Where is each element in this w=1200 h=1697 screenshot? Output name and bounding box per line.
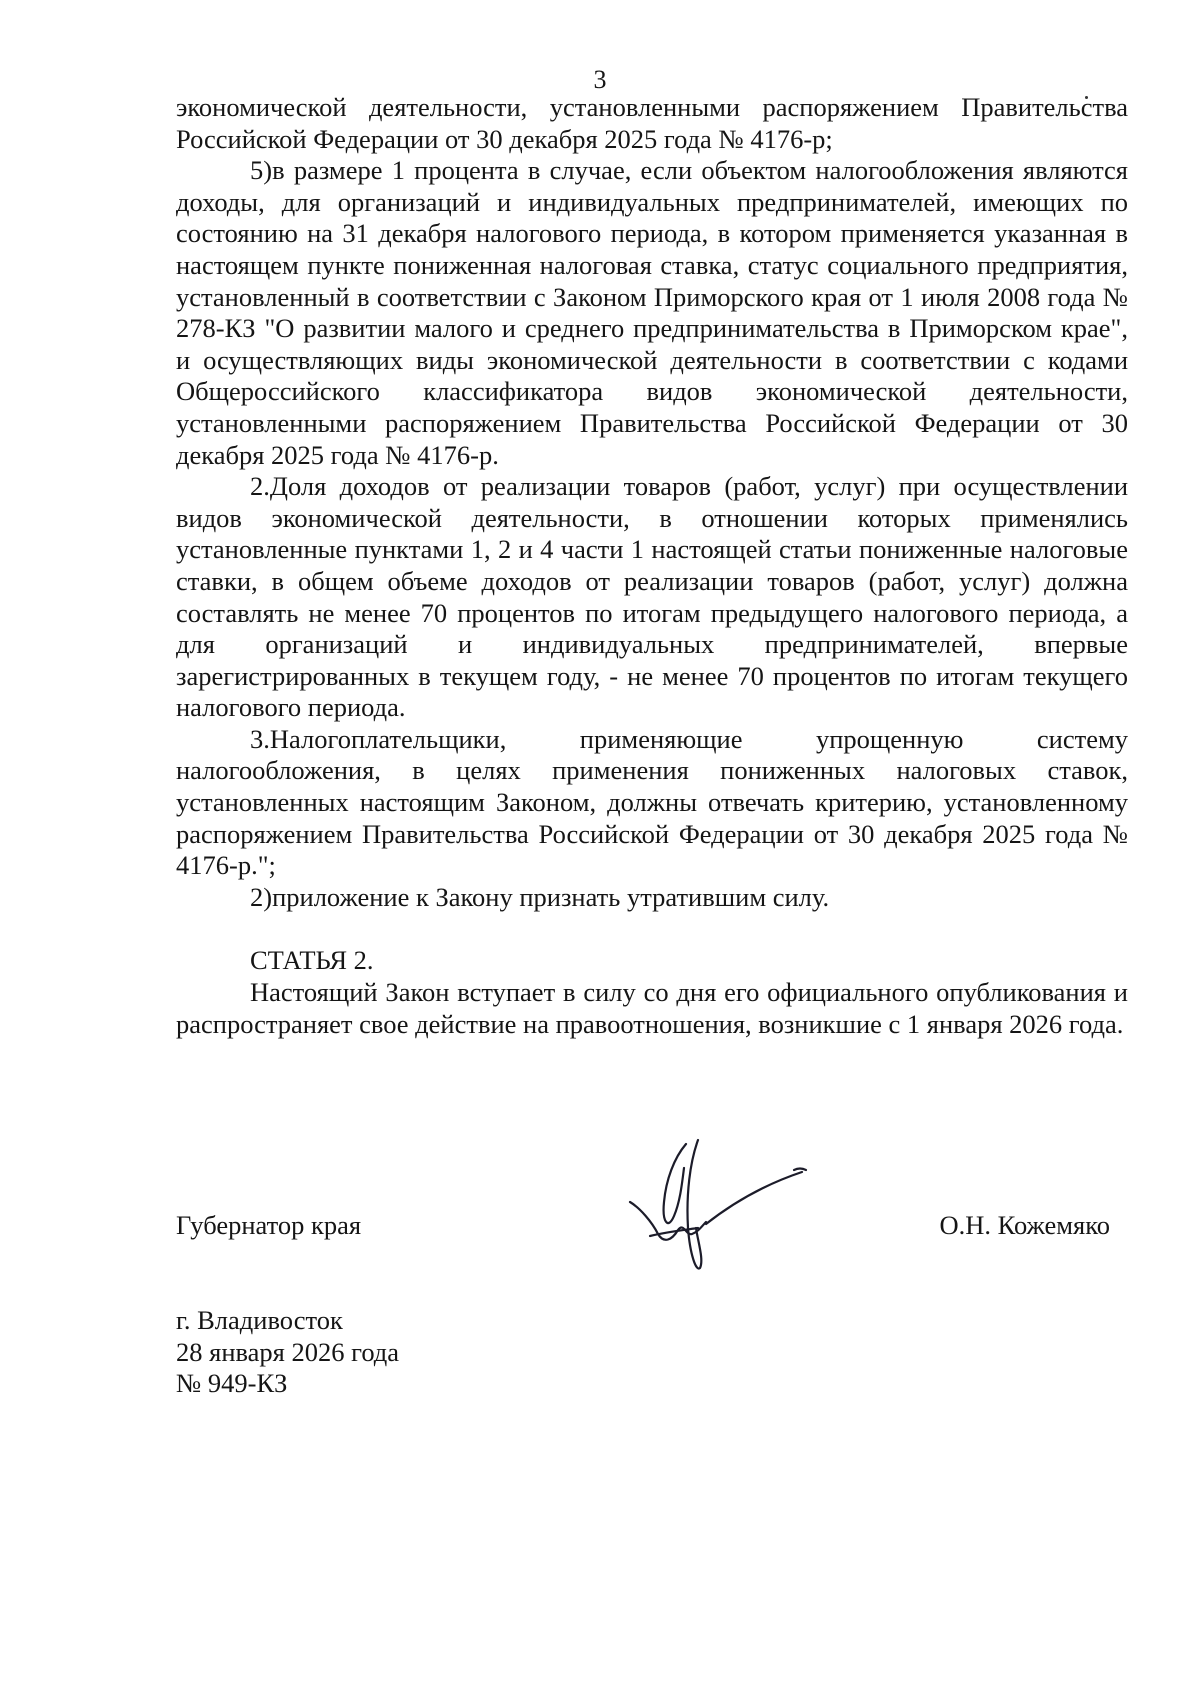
document-body [176,92,1128,1040]
paragraph-continuation: экономической деятельности, установленными распоряжением Правительства Российской Федерации от 30 декабря 2025 года № 4176-р; [176,92,1128,154]
signatory-title: Губернатор края [176,1210,362,1240]
paragraph-part-2: 2.Доля доходов от реализации товаров (работ, услуг) при осуществлении видов экономической деятельности, в отношении которых применялись установленные пунктами 1, 2 и 4 части 1 настоящей статьи пониженные налоговые ставки, в общем объеме доходов от реализации товаров (работ, услуг) должна составлять не менее 70 процентов по итогам предыдущего налогового периода, а для организаций и индивидуальных предпринимателей, впервые зарегистрированных в текущем году, - не менее 70 процентов по итогам текущего налогового периода. [176,471,1128,723]
footer-date: 28 января 2026 года [176,1336,400,1367]
paragraph-item-5: 5)в размере 1 процента в случае, если объектом налогообложения являются доходы, для организаций и индивидуальных предпринимателей, имеющих по состоянию на 31 декабря налогового периода, в котором применяется указанная в настоящем пункте пониженная налоговая ставка, статус социального предприятия, установленный в соответствии с Законом Приморского края от 1 июля 2008 года № 278-КЗ "О развитии малого и среднего предпринимательства в Приморском крае", и осуществляющих виды экономической деятельности в соответствии с кодами Общероссийского классификатора видов экономической деятельности, установленными распоряжением Правительства Российской Федерации от 30 декабря 2025 года № 4176-р. [176,155,1128,470]
article-heading: СТАТЬЯ 2. [250,945,374,976]
footer-number: № 949-КЗ [176,1368,288,1399]
paragraph-part-3: 3.Налогоплательщики, применяющие упрощенную систему налогообложения, в целях применения пониженных налоговых ставок, установленных настоящим Законом, должны отвечать критерию, установленному распоряжением Правительства Российской Федерации от 30 декабря 2025 года № 4176-р."; [176,723,1128,881]
signature-row [0,1210,1200,1250]
signatory-name: О.Н. Кожемяко [939,1210,1110,1240]
article-text: Настоящий Закон вступает в силу со дня его официального опубликования и распространяет свое действие на правоотношения, возникшие с 1 января 2026 года. [176,977,1128,1039]
paragraph-item-2: 2)приложение к Закону признать утратившим силу. [250,881,830,912]
handwritten-signature [626,1132,836,1282]
spacer [176,913,1128,945]
document-footer [176,1305,399,1400]
page-number: 3 [593,65,607,94]
footer-city: г. Владивосток [176,1305,343,1335]
